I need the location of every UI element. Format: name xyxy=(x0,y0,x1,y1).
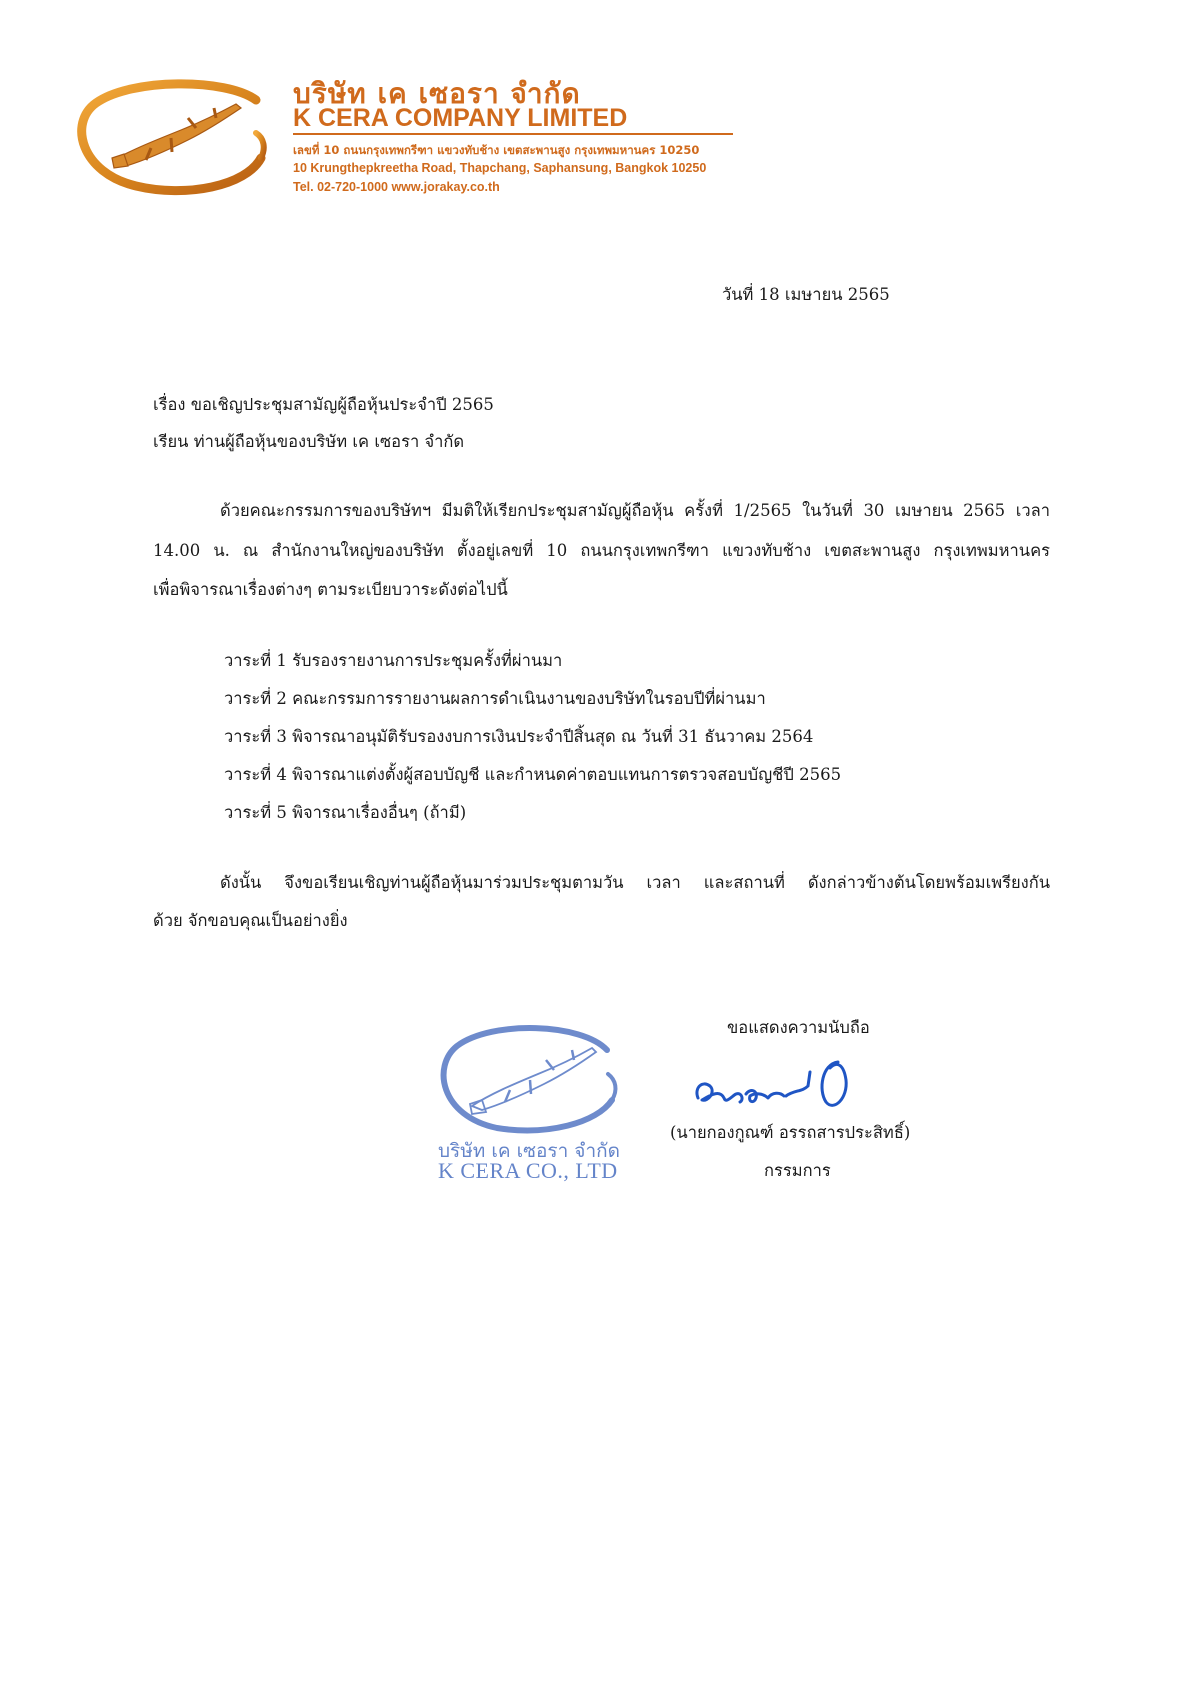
agenda-item: วาระที่ 4 พิจารณาแต่งตั้งผู้สอบบัญชี และกำหนดค่าตอบแทนการตรวจสอบบัญชีปี 2565 xyxy=(224,765,842,784)
company-name-english: K CERA COMPANY LIMITED xyxy=(293,104,628,132)
paragraph-line: เพื่อพิจารณาเรื่องต่างๆ ตามระเบียบวาระดังต่อไปนี้ xyxy=(153,580,508,599)
agenda-item: วาระที่ 2 คณะกรรมการรายงานผลการดำเนินงานของบริษัทในรอบปีที่ผ่านมา xyxy=(224,689,766,708)
company-name-thai: บริษัท เค เซอรา จำกัด xyxy=(293,77,581,110)
letter-subject: เรื่อง ขอเชิญประชุมสามัญผู้ถือหุ้นประจำปี 2565 xyxy=(153,395,494,414)
signer-position: กรรมการ xyxy=(764,1161,831,1180)
paragraph-line: 14.00 น. ณ สำนักงานใหญ่ของบริษัท ตั้งอยู่เลขที่ 10 ถนนกรุงเทพกรีฑา แขวงทับช้าง เขตสะพานสูง กรุงเทพมหานคร xyxy=(153,541,1050,560)
paragraph-line: ดังนั้น จึงขอเรียนเชิญท่านผู้ถือหุ้นมาร่วมประชุมตามวัน เวลา และสถานที่ ดังกล่าวข้างต้นโดยพร้อมเพรียงกัน xyxy=(220,873,1050,892)
paragraph-line: ด้วยคณะกรรมการของบริษัทฯ มีมติให้เรียกประชุมสามัญผู้ถือหุ้น ครั้งที่ 1/2565 ในวันที่ 30 เมษายน 2565 เวลา xyxy=(220,501,1050,520)
address-english: 10 Krungthepkreetha Road, Thapchang, Saphansung, Bangkok 10250 xyxy=(293,161,707,175)
stamp-company-english: K CERA CO., LTD xyxy=(438,1158,618,1183)
agenda-item: วาระที่ 5 พิจารณาเรื่องอื่นๆ (ถ้ามี) xyxy=(224,803,467,822)
signer-name: (นายกองกูณฑ์ อรรถสารประสิทธิ์) xyxy=(670,1123,911,1142)
closing-phrase: ขอแสดงความนับถือ xyxy=(727,1018,870,1037)
letterhead-divider xyxy=(293,133,733,135)
crocodile-logo-icon xyxy=(76,78,276,198)
stamp-company-thai: บริษัท เค เซอรา จำกัด xyxy=(438,1140,620,1162)
address-thai: เลขที่ 10 ถนนกรุงเทพกรีฑา แขวงทับช้าง เขตสะพานสูง กรุงเทพมหานคร 10250 xyxy=(293,143,700,157)
letter-date: วันที่ 18 เมษายน 2565 xyxy=(722,285,890,304)
paragraph-line: ด้วย จักขอบคุณเป็นอย่างยิ่ง xyxy=(153,911,348,930)
handwritten-signature-icon xyxy=(690,1050,870,1120)
contact-line: Tel. 02-720-1000 www.jorakay.co.th xyxy=(293,180,500,194)
agenda-item: วาระที่ 3 พิจารณาอนุมัติรับรองงบการเงินประจำปีสิ้นสุด ณ วันที่ 31 ธันวาคม 2564 xyxy=(224,727,814,746)
agenda-item: วาระที่ 1 รับรองรายงานการประชุมครั้งที่ผ่านมา xyxy=(224,651,563,670)
letter-salutation: เรียน ท่านผู้ถือหุ้นของบริษัท เค เซอรา จำกัด xyxy=(153,432,465,451)
company-stamp-icon xyxy=(432,1018,632,1138)
